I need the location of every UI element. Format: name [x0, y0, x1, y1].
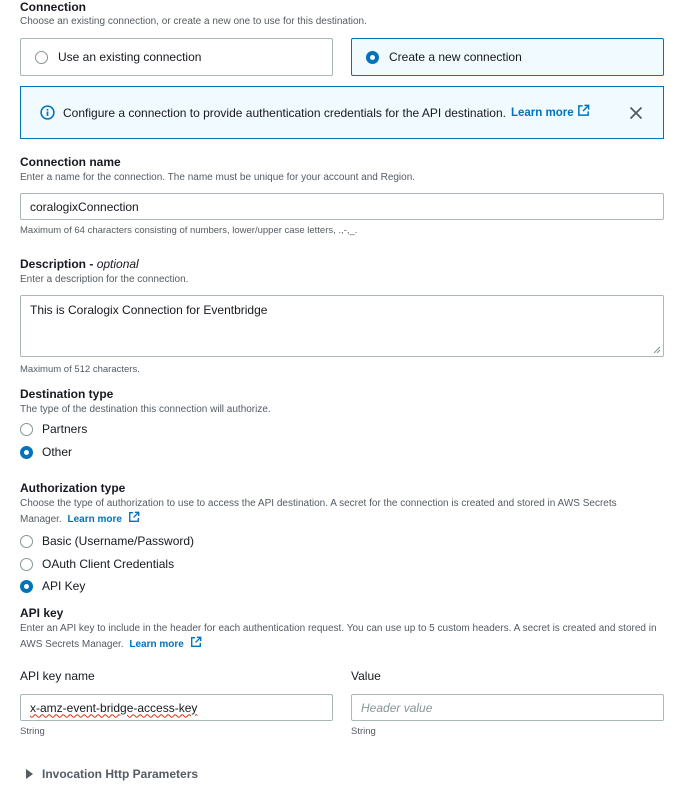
auth-basic-option[interactable]: [20, 534, 194, 548]
description-constraint: Maximum of 512 characters.: [20, 364, 140, 375]
connection-name-constraint: Maximum of 64 characters consisting of numbers, lower/upper case letters, .,-,_.: [20, 225, 358, 236]
partners-label: Partners: [42, 422, 88, 436]
api-key-name-value: x-amz-event-bridge-access-key: [30, 700, 198, 715]
authorization-type-description: [20, 496, 650, 528]
external-link-icon[interactable]: [577, 104, 590, 122]
basic-label: Basic (Username/Password): [42, 534, 195, 548]
authorization-learn-more-link[interactable]: Learn more: [67, 514, 122, 526]
description-title: [20, 257, 139, 271]
partners-radio[interactable]: [20, 423, 33, 436]
authorization-type-title: Authorization type: [20, 481, 126, 495]
basic-radio[interactable]: [20, 535, 33, 548]
info-alert: [20, 86, 664, 139]
oauth-radio[interactable]: [20, 558, 33, 571]
api-key-title: API key: [20, 606, 64, 620]
value-hint: String: [351, 726, 376, 737]
connection-name-input[interactable]: [20, 193, 664, 220]
connection-description: Choose an existing connection, or create a new one to use for this destination.: [20, 16, 367, 27]
connection-title: Connection: [20, 0, 86, 14]
info-message: Configure a connection to provide authentication credentials for the API destination.: [63, 105, 506, 120]
value-label: Value: [351, 669, 381, 683]
destination-partners-option[interactable]: [20, 422, 87, 436]
caret-right-icon: [26, 769, 33, 779]
oauth-label: OAuth Client Credentials: [42, 557, 175, 571]
description-value: This is Coralogix Connection for Eventbridge: [30, 303, 268, 317]
use-existing-radio[interactable]: [35, 51, 48, 64]
description-title-text: Description -: [20, 257, 97, 271]
destination-type-title: Destination type: [20, 387, 114, 401]
destination-other-option[interactable]: [20, 445, 72, 459]
destination-type-description: The type of the destination this connection will authorize.: [20, 404, 271, 415]
create-new-connection-tile[interactable]: [351, 38, 664, 76]
connection-name-title: Connection name: [20, 155, 121, 169]
description-textarea[interactable]: [20, 295, 664, 357]
info-learn-more-link[interactable]: Learn more: [510, 106, 574, 119]
create-new-radio[interactable]: [366, 51, 379, 64]
api-key-name-hint: String: [20, 726, 45, 737]
create-new-label: Create a new connection: [389, 50, 522, 64]
other-radio[interactable]: [20, 446, 33, 459]
other-label: Other: [42, 445, 73, 459]
api-key-description-text: Enter an API key to include in the header for each authentication request. You can use up to 5 custom headers. A secret is created and stored in AWS Secrets Manager.: [20, 623, 657, 651]
api-key-name-label: API key name: [20, 669, 95, 683]
invocation-http-parameters-label: Invocation Http Parameters: [42, 767, 199, 781]
optional-label: optional: [96, 257, 139, 271]
authorization-type-description-text: Choose the type of authorization to use to access the API destination. A secret for the connection is created and stored in AWS Secrets Manager.: [20, 498, 617, 526]
auth-oauth-option[interactable]: [20, 557, 174, 571]
use-existing-label: Use an existing connection: [58, 50, 202, 64]
api-key-learn-more-link[interactable]: Learn more: [129, 639, 184, 651]
external-link-icon[interactable]: [128, 511, 140, 528]
description-help: Enter a description for the connection.: [20, 274, 189, 285]
api-key-name-input[interactable]: [20, 694, 333, 721]
external-link-icon[interactable]: [190, 636, 202, 653]
auth-api-key-option[interactable]: [20, 579, 85, 593]
info-icon: [40, 105, 55, 120]
header-value-input[interactable]: [351, 694, 664, 721]
api-key-description: [20, 621, 665, 653]
api-key-label: API Key: [42, 579, 86, 593]
close-icon[interactable]: [629, 106, 643, 120]
api-key-radio[interactable]: [20, 580, 33, 593]
resize-handle-icon[interactable]: [653, 346, 661, 354]
connection-name-description: Enter a name for the connection. The name must be unique for your account and Region.: [20, 172, 416, 183]
invocation-http-parameters-expander[interactable]: [26, 767, 198, 781]
use-existing-connection-tile[interactable]: [20, 38, 333, 76]
